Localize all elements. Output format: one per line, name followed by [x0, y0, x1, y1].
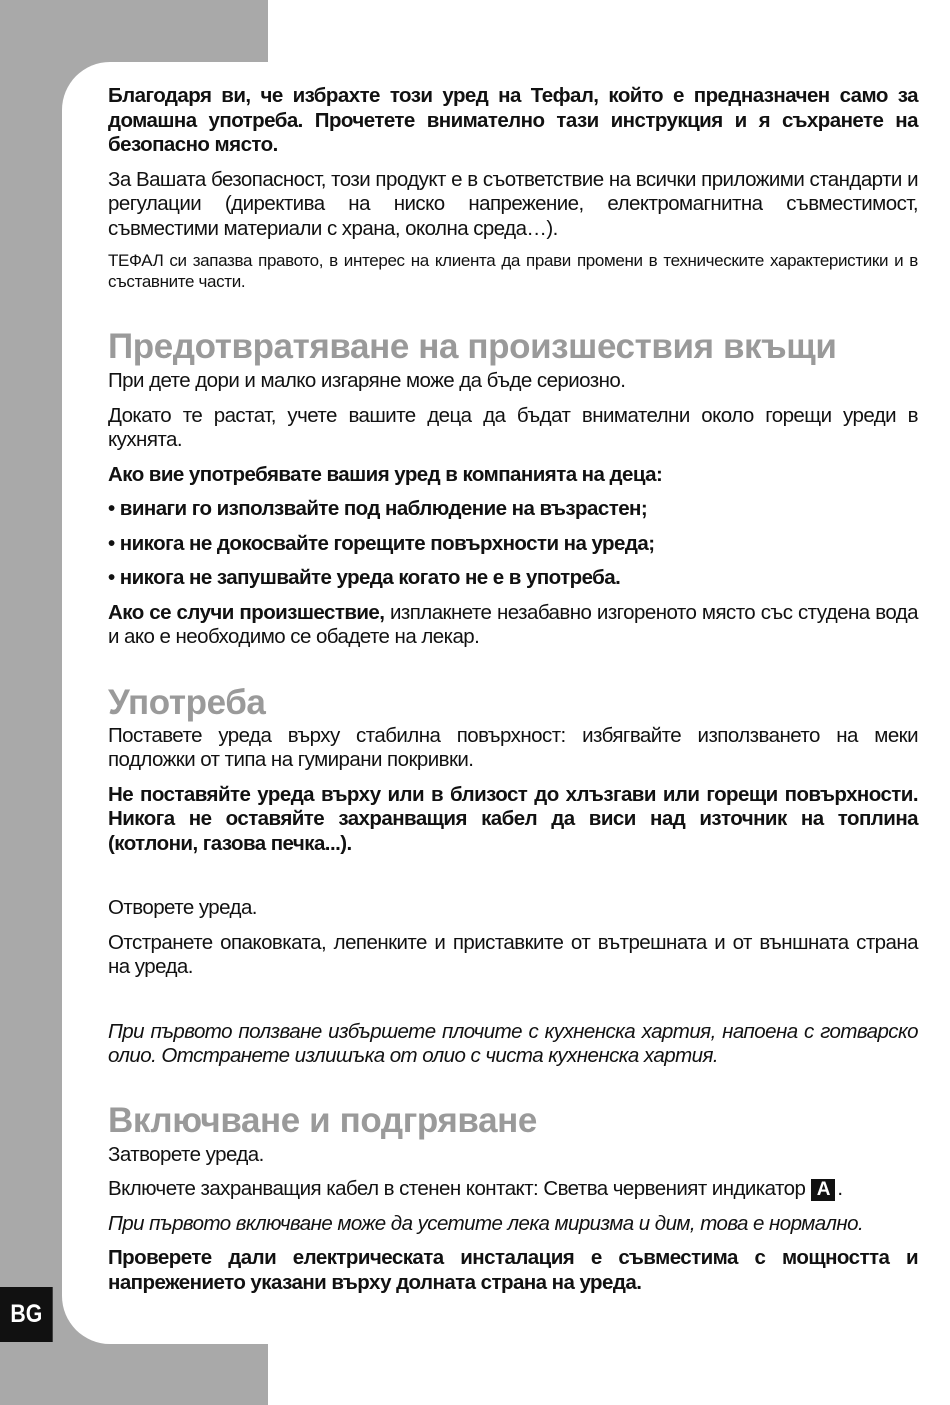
heading-heating: Включване и подгряване	[108, 1100, 537, 1140]
language-tab: BG	[0, 1287, 53, 1342]
accidents-bullet-1: • винаги го използвайте под наблюдение на възрастен;	[108, 497, 648, 520]
heading-usage: Употреба	[108, 682, 266, 722]
usage-paragraph-4: Отстранете опаковката, лепенките и приставките от вътрешната и от външната страна на уреда.	[108, 930, 918, 978]
heating-paragraph-1: Затворете уреда.	[108, 1142, 264, 1166]
heading-accidents: Предотвратяване на произшествия вкъщи	[108, 327, 837, 366]
accidents-paragraph-4	[108, 601, 918, 650]
accidents-paragraph-2: Докато те растат, учете вашите деца да бъдат внимателни около горещи уреди в кухнята.	[108, 403, 918, 451]
heating-paragraph-2-text: Включете захранващия кабел в стенен контакт: Светва червеният индикатор	[108, 1177, 806, 1200]
accidents-paragraph-4-rest: изплакнете незабавно изгореното място със студена вода и ако е необходимо се обадете на лекар.	[108, 600, 918, 648]
heating-paragraph-4: Проверете дали електрическата инсталация е съвместима с мощността и напрежението указани върху долната страна на уреда.	[108, 1246, 918, 1294]
document-content	[108, 84, 918, 1295]
accidents-bullet-3: • никога не запушвайте уреда когато не е в употреба.	[108, 566, 621, 589]
usage-paragraph-3: Отворете уреда.	[108, 896, 257, 919]
heating-paragraph-2	[108, 1177, 918, 1202]
usage-paragraph-5: При първото ползване избършете плочите с кухненска хартия, напоена с готварско олио. Отстранете излишъка от олио с чиста кухненска хартия.	[108, 1019, 918, 1067]
usage-paragraph-1: Поставете уреда върху стабилна повърхност: избягвайте използването на меки подложки от типа на гумирани покривки.	[108, 723, 918, 771]
accidents-paragraph-3: Ако вие употребявате вашия уред в компанията на деца:	[108, 462, 663, 486]
accidents-paragraph-1: При дете дори и малко изгаряне може да бъде сериозно.	[108, 369, 626, 392]
accidents-bullet-2: • никога не докосвайте горещите повърхности на уреда;	[108, 531, 655, 555]
usage-paragraph-2: Не поставяйте уреда върху или в близост до хлъзгави или горещи повърхности. Никога не оставяйте захранващия кабел да виси над източник на топлина (котлони, газова печка...).	[108, 782, 918, 855]
intro-paragraph-3: ТЕФАЛ си запазва правото, в интерес на клиента да прави промени в техническите характеристики и в съставните части.	[108, 251, 918, 291]
heating-paragraph-2-end: .	[837, 1177, 843, 1200]
accidents-paragraph-4-lead: Ако се случи произшествие,	[108, 600, 385, 624]
indicator-a-label: A	[811, 1179, 835, 1201]
intro-paragraph-2: За Вашата безопасност, този продукт е в съответствие на всички приложими стандарти и регулации (директива на ниско напрежение, електромагнитна съвместимост, съвместими материали с храна, околна среда…).	[108, 167, 918, 240]
intro-paragraph-1: Благодаря ви, че избрахте този уред на Тефал, който е предназначен само за домашна употреба. Прочетете внимателно тази инструкция и я съхранете на безопасно място.	[108, 84, 918, 156]
heating-paragraph-3: При първото включване може да усетите лека миризма и дим, това е нормално.	[108, 1211, 864, 1235]
